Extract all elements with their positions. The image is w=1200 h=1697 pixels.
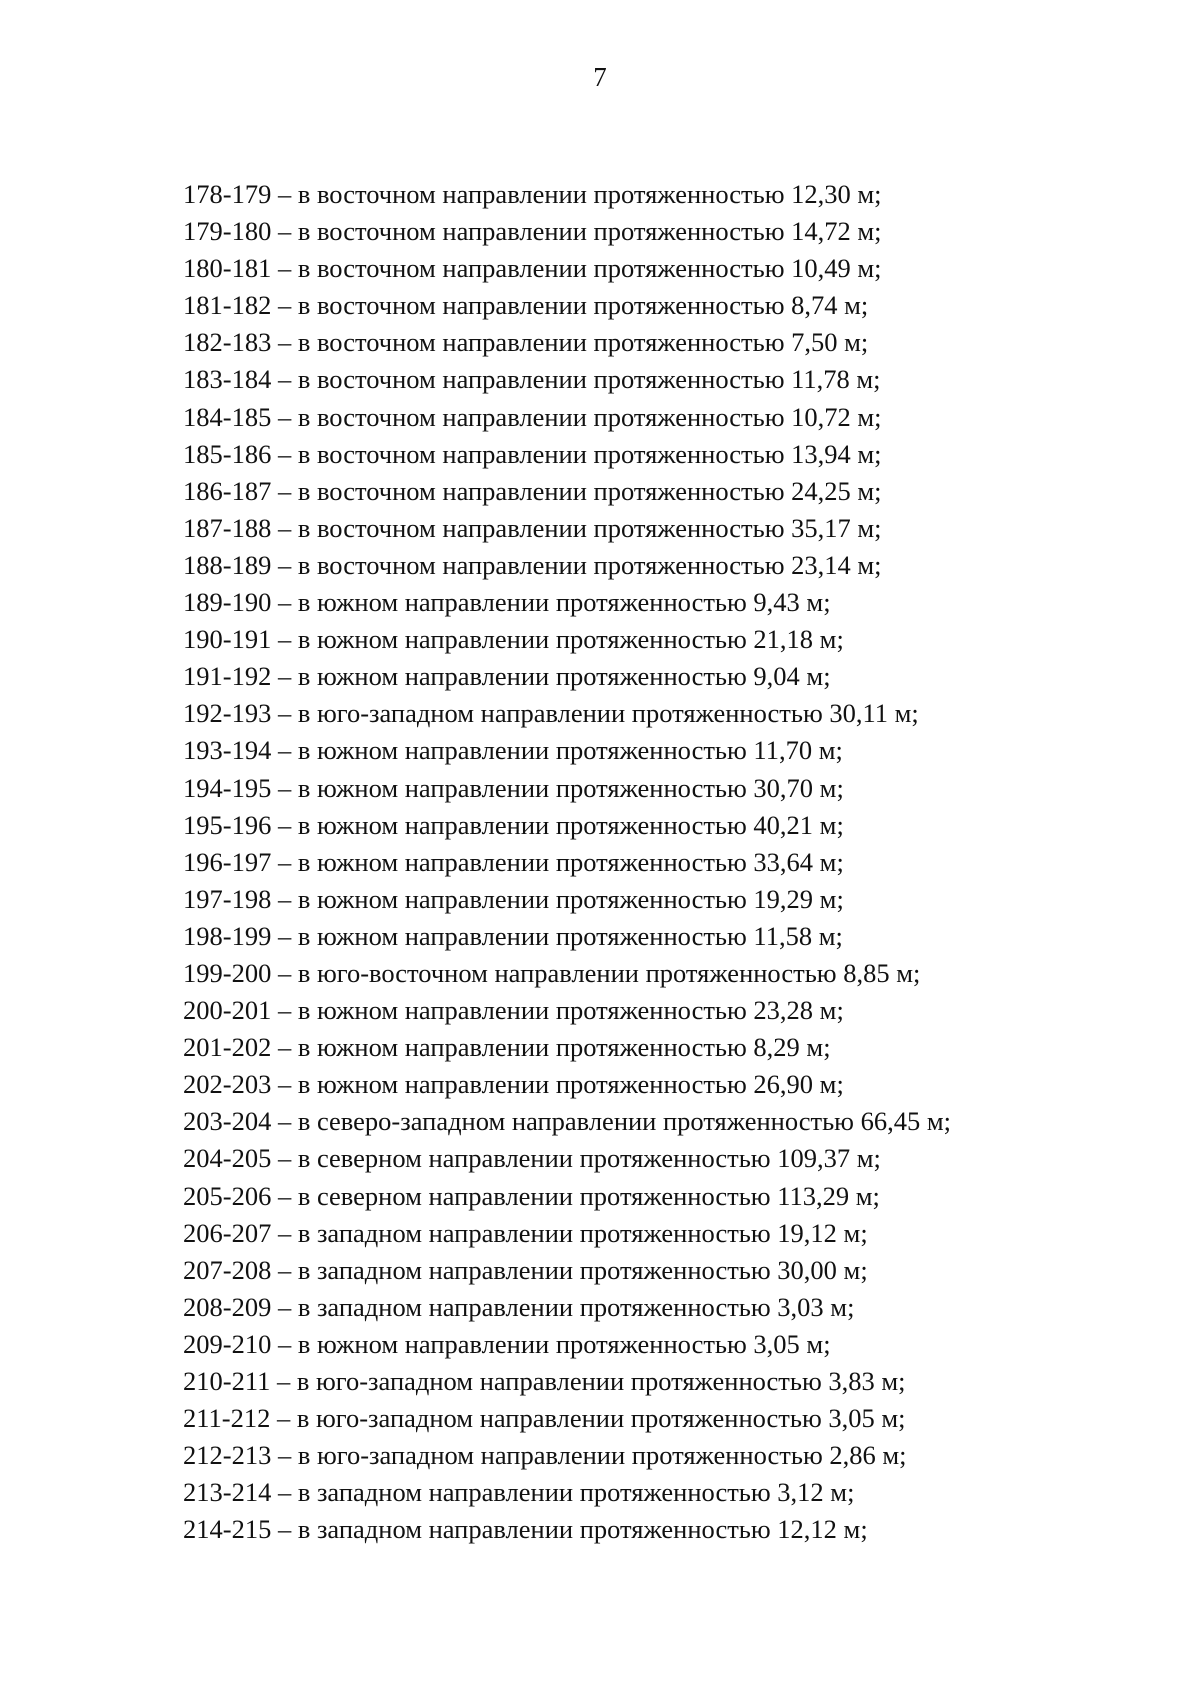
segment-line: 192-193 – в юго-западном направлении протяженностью 30,11 м; xyxy=(183,698,919,729)
segment-line: 211-212 – в юго-западном направлении протяженностью 3,05 м; xyxy=(183,1403,906,1434)
segment-line: 200-201 – в южном направлении протяженностью 23,28 м; xyxy=(183,995,844,1026)
segment-line: 206-207 – в западном направлении протяженностью 19,12 м; xyxy=(183,1217,868,1248)
segment-line: 198-199 – в южном направлении протяженностью 11,58 м; xyxy=(183,920,843,951)
segment-line: 210-211 – в юго-западном направлении протяженностью 3,83 м; xyxy=(183,1366,906,1396)
segment-line: 181-182 – в восточном направлении протяженностью 8,74 м; xyxy=(183,290,869,321)
boundary-segment-list xyxy=(183,176,1183,1548)
segment-line: 178-179 – в восточном направлении протяженностью 12,30 м; xyxy=(183,179,882,209)
segment-line: 213-214 – в западном направлении протяженностью 3,12 м; xyxy=(183,1477,855,1508)
segment-line: 187-188 – в восточном направлении протяженностью 35,17 м; xyxy=(183,512,882,543)
segment-line: 190-191 – в южном направлении протяженностью 21,18 м; xyxy=(183,624,844,655)
segment-line: 193-194 – в южном направлении протяженностью 11,70 м; xyxy=(183,735,843,766)
segment-line: 207-208 – в западном направлении протяженностью 30,00 м; xyxy=(183,1254,868,1285)
segment-line: 202-203 – в южном направлении протяженностью 26,90 м; xyxy=(183,1069,844,1100)
segment-line: 208-209 – в западном направлении протяженностью 3,03 м; xyxy=(183,1291,855,1322)
segment-line: 189-190 – в южном направлении протяженностью 9,43 м; xyxy=(183,587,831,618)
segment-line: 205-206 – в северном направлении протяженностью 113,29 м; xyxy=(183,1180,880,1211)
segment-line: 203-204 – в северо-западном направлении протяженностью 66,45 м; xyxy=(183,1106,951,1137)
segment-line: 209-210 – в южном направлении протяженностью 3,05 м; xyxy=(183,1328,831,1359)
segment-line: 201-202 – в южном направлении протяженностью 8,29 м; xyxy=(183,1032,831,1063)
segment-line: 182-183 – в восточном направлении протяженностью 7,50 м; xyxy=(183,327,869,358)
segment-line: 185-186 – в восточном направлении протяженностью 13,94 м; xyxy=(183,438,882,469)
segment-line: 214-215 – в западном направлении протяженностью 12,12 м; xyxy=(183,1514,868,1545)
segment-line: 194-195 – в южном направлении протяженностью 30,70 м; xyxy=(183,772,844,803)
segment-line: 184-185 – в восточном направлении протяженностью 10,72 м; xyxy=(183,401,882,432)
segment-line: 197-198 – в южном направлении протяженностью 19,29 м; xyxy=(183,883,844,914)
segment-line: 180-181 – в восточном направлении протяженностью 10,49 м; xyxy=(183,253,882,284)
segment-line: 196-197 – в южном направлении протяженностью 33,64 м; xyxy=(183,846,844,877)
segment-line: 191-192 – в южном направлении протяженностью 9,04 м; xyxy=(183,661,831,692)
segment-line: 212-213 – в юго-западном направлении протяженностью 2,86 м; xyxy=(183,1440,907,1471)
segment-line: 199-200 – в юго-восточном направлении протяженностью 8,85 м; xyxy=(183,957,921,988)
page-number: 7 xyxy=(593,62,607,92)
segment-line: 179-180 – в восточном направлении протяженностью 14,72 м; xyxy=(183,216,882,247)
segment-line: 188-189 – в восточном направлении протяженностью 23,14 м; xyxy=(183,549,882,580)
segment-line: 204-205 – в северном направлении протяженностью 109,37 м; xyxy=(183,1143,881,1174)
segment-line: 186-187 – в восточном направлении протяженностью 24,25 м; xyxy=(183,475,882,506)
segment-line: 195-196 – в южном направлении протяженностью 40,21 м; xyxy=(183,809,844,840)
segment-line: 183-184 – в восточном направлении протяженностью 11,78 м; xyxy=(183,364,881,395)
